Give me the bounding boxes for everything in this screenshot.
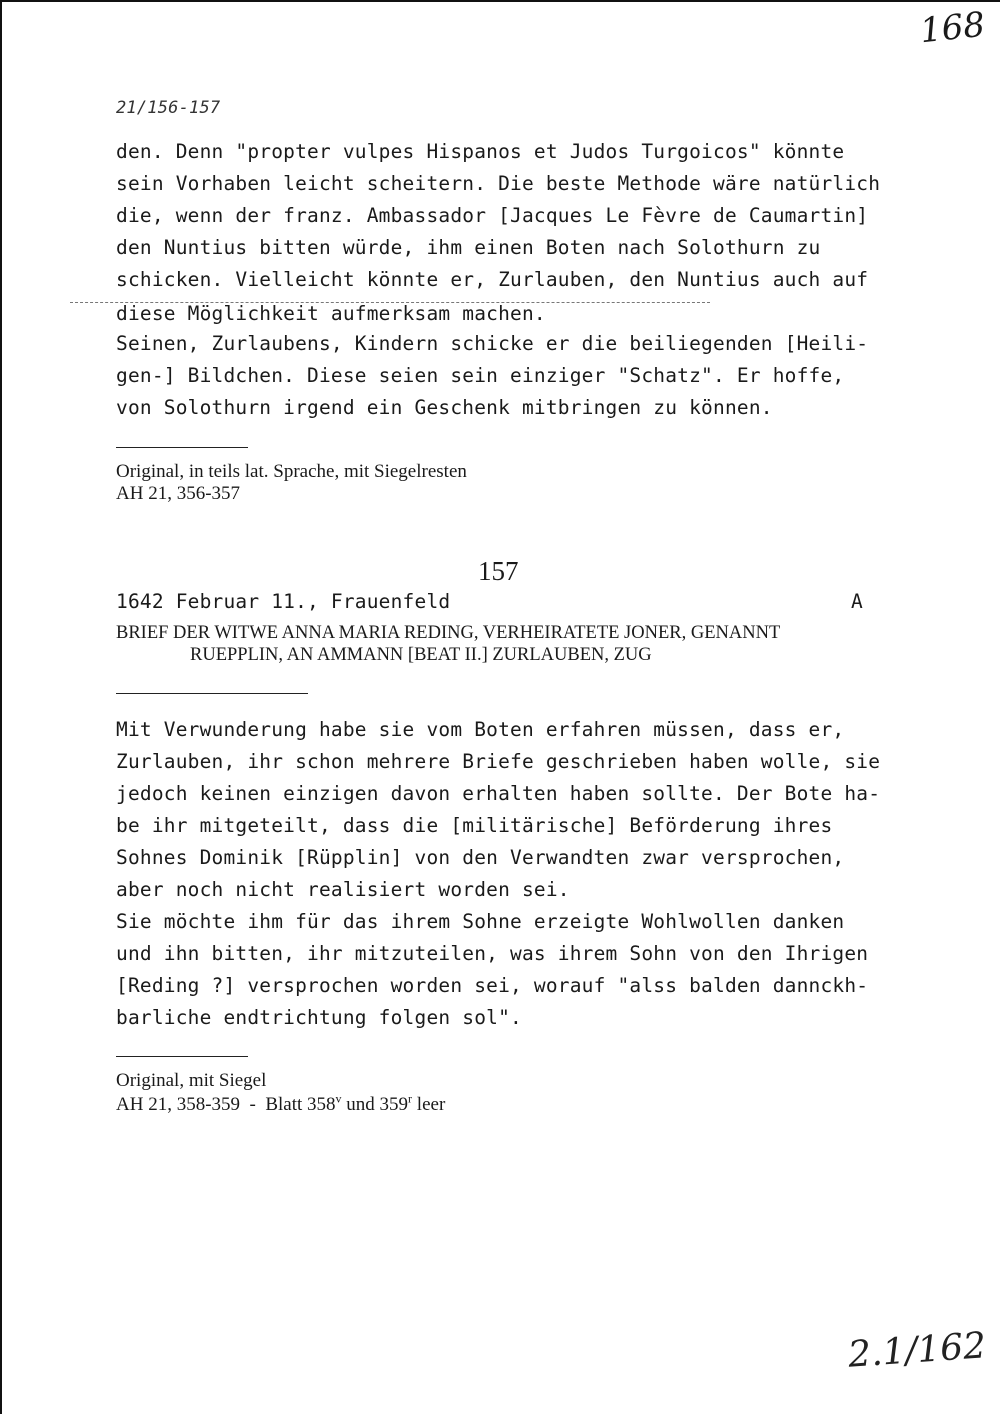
text-line: barliche endtrichtung folgen sol". — [116, 1006, 522, 1029]
separator-rule — [116, 447, 248, 448]
entry-number: 157 — [478, 556, 519, 586]
source-note: Original, in teils lat. Sprache, mit Siegelresten — [116, 461, 467, 482]
archive-reference — [116, 1091, 446, 1115]
text-line: [Reding ?] versprochen worden sei, worauf "alss balden dannckh- — [116, 974, 869, 997]
source-note: Original, mit Siegel — [116, 1070, 267, 1091]
page-border-top — [0, 0, 1000, 2]
text-line: von Solothurn irgend ein Geschenk mitbringen zu können. — [116, 396, 773, 419]
archive-reference: AH 21, 356-357 — [116, 483, 241, 504]
text-line: den. Denn "propter vulpes Hispanos et Judos Turgoicos" könnte — [116, 140, 845, 163]
archive-reference-part: leer — [412, 1094, 446, 1115]
archive-reference-part: und 359 — [341, 1094, 409, 1115]
entry-title-line-2: RUEPPLIN, AN AMMANN [BEAT II.] ZURLAUBEN, ZUG — [190, 645, 652, 665]
folio-number: 168 — [918, 4, 987, 52]
text-line: die, wenn der franz. Ambassador [Jacques Le Fèvre de Caumartin] — [116, 204, 869, 227]
text-line: den Nuntius bitten würde, ihm einen Boten nach Solothurn zu — [116, 236, 821, 259]
page-border-left — [0, 0, 2, 1414]
verso-superscript: v — [335, 1091, 342, 1106]
entry-title-line-1: BRIEF DER WITWE ANNA MARIA REDING, VERHEIRATETE JONER, GENANNT — [116, 623, 781, 643]
archive-reference-part: AH 21, 358-359 - Blatt 358 — [116, 1094, 336, 1115]
text-line: Sohnes Dominik [Rüpplin] von den Verwandten zwar versprochen, — [116, 846, 845, 869]
text-line: Mit Verwunderung habe sie vom Boten erfahren müssen, dass er, — [116, 718, 845, 741]
text-line: Sie möchte ihm für das ihrem Sohne erzeigte Wohlwollen danken — [116, 910, 845, 933]
separator-rule — [116, 693, 308, 694]
text-line: schicken. Vielleicht könnte er, Zurlauben, den Nuntius auch auf — [116, 268, 869, 291]
entry-category: A — [851, 590, 863, 613]
text-line: diese Möglichkeit aufmerksam machen. — [116, 302, 546, 325]
entry-date-place: 1642 Februar 11., Frauenfeld — [116, 590, 451, 613]
text-line: be ihr mitgeteilt, dass die [militärische] Beförderung ihres — [116, 814, 833, 837]
separator-rule — [116, 1056, 248, 1057]
text-line: sein Vorhaben leicht scheitern. Die beste Methode wäre natürlich — [116, 172, 881, 195]
handwritten-page-note: 2.1/162 — [846, 1325, 988, 1376]
text-line: gen-] Bildchen. Diese seien sein einziger "Schatz". Er hoffe, — [116, 364, 845, 387]
text-line: aber noch nicht realisiert worden sei. — [116, 878, 570, 901]
text-line: und ihn bitten, ihr mitzuteilen, was ihrem Sohn von den Ihrigen — [116, 942, 869, 965]
recto-superscript: r — [408, 1091, 413, 1106]
reference-number: 21/156-157 — [116, 98, 221, 118]
text-line: jedoch keinen einzigen davon erhalten haben sollte. Der Bote ha- — [116, 782, 881, 805]
text-line: Seinen, Zurlaubens, Kindern schicke er die beiliegenden [Heili- — [116, 332, 869, 355]
text-line: Zurlauben, ihr schon mehrere Briefe geschrieben haben wolle, sie — [116, 750, 881, 773]
